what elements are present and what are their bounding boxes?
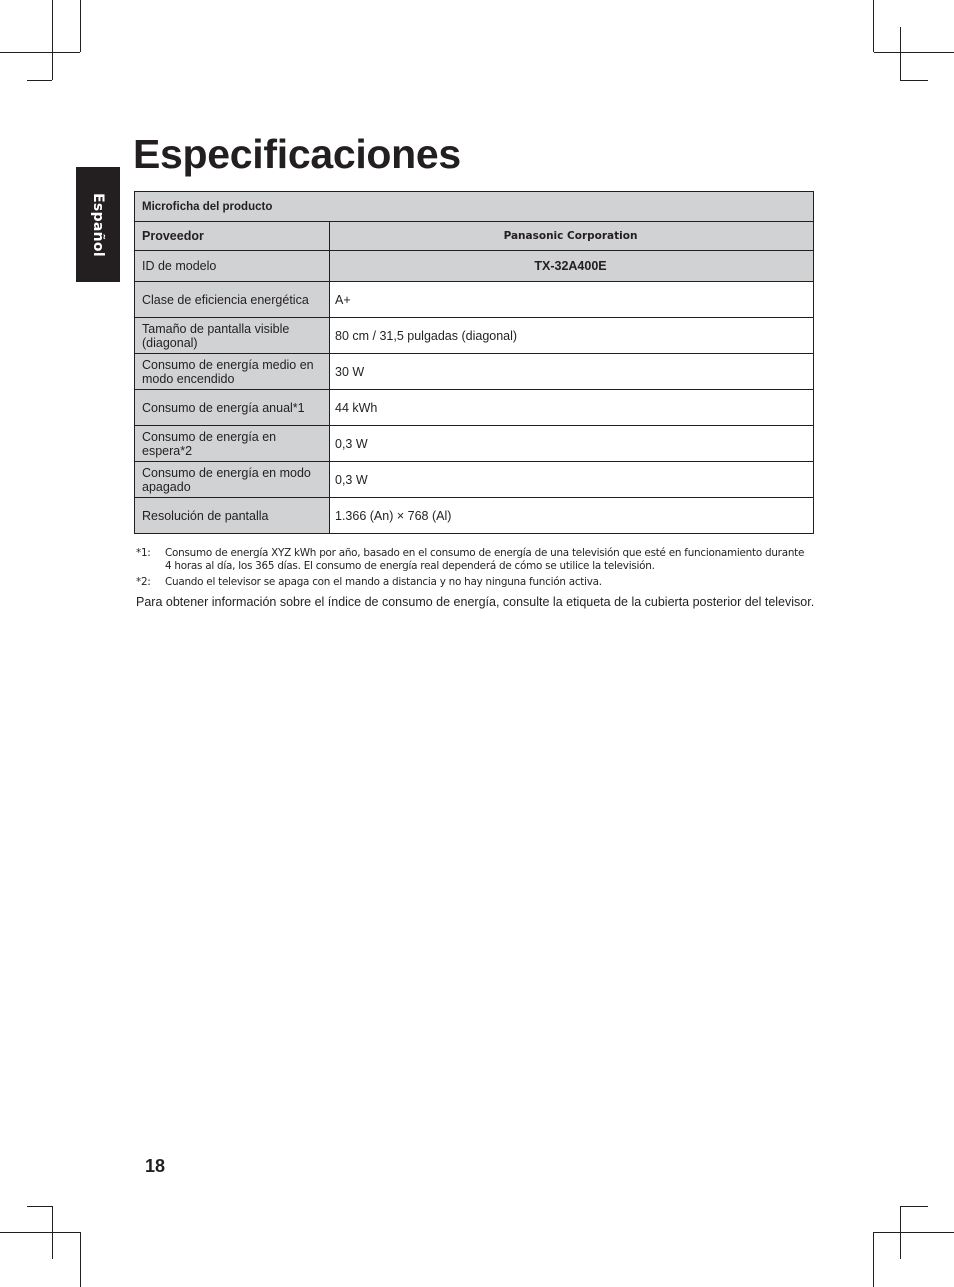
language-tab <box>76 167 120 282</box>
table-row <box>135 354 814 390</box>
row-label: Consumo de energía en espera*2 <box>135 426 330 462</box>
row-label: Tamaño de pantalla visible (diagonal) <box>135 318 330 354</box>
energy-info-text: Para obtener información sobre el índice de consumo de energía, consulte la etiqueta de la cubierta posterior del televisor. <box>136 595 815 609</box>
crop-mark <box>900 27 901 80</box>
spec-table <box>134 191 814 534</box>
footnote-text: Cuando el televisor se apaga con el mando a distancia y no hay ninguna función activa. <box>165 576 602 588</box>
crop-mark <box>27 1206 52 1207</box>
row-value: 80 cm / 31,5 pulgadas (diagonal) <box>330 318 814 354</box>
crop-mark <box>0 1232 80 1233</box>
row-label: Consumo de energía en modo apagado <box>135 462 330 498</box>
crop-mark <box>873 0 874 52</box>
crop-mark <box>80 1232 81 1287</box>
page-number: 18 <box>145 1156 166 1176</box>
supplier-row <box>135 222 814 251</box>
footnote <box>136 547 808 573</box>
table-row <box>135 462 814 498</box>
footnote <box>136 576 808 589</box>
footnotes <box>136 547 808 592</box>
crop-mark <box>80 0 81 52</box>
row-label: Resolución de pantalla <box>135 498 330 534</box>
table-row <box>135 282 814 318</box>
crop-mark <box>874 1232 954 1233</box>
crop-mark <box>874 52 954 53</box>
crop-mark <box>52 1206 53 1259</box>
table-row <box>135 390 814 426</box>
row-value: 0,3 W <box>330 462 814 498</box>
model-row <box>135 251 814 282</box>
table-row <box>135 498 814 534</box>
row-value: A+ <box>330 282 814 318</box>
crop-mark <box>27 80 52 81</box>
crop-mark <box>900 80 928 81</box>
row-label: Consumo de energía medio en modo encendido <box>135 354 330 390</box>
row-value: 30 W <box>330 354 814 390</box>
crop-mark <box>0 52 80 53</box>
table-row <box>135 318 814 354</box>
footnote-marker: *1: <box>136 547 151 559</box>
spec-table-header-row <box>135 192 814 222</box>
row-value: 44 kWh <box>330 390 814 426</box>
spec-table-header: Microficha del producto <box>135 192 814 222</box>
page-title: Especificaciones <box>133 131 461 177</box>
row-label: Clase de eficiencia energética <box>135 282 330 318</box>
table-row <box>135 426 814 462</box>
crop-mark <box>900 1206 901 1259</box>
language-tab-label: Español <box>90 192 106 257</box>
row-label: Consumo de energía anual*1 <box>135 390 330 426</box>
supplier-value: Panasonic Corporation <box>330 222 814 251</box>
row-value: 1.366 (An) × 768 (Al) <box>330 498 814 534</box>
supplier-label: Proveedor <box>135 222 330 251</box>
crop-mark <box>900 1206 928 1207</box>
crop-mark <box>52 0 53 80</box>
footnote-text: Consumo de energía XYZ kWh por año, basado en el consumo de energía de una televisión que esté en funcionamiento durante 4 horas al día, los 365 días. El consumo de energía real dependerá de cómo se utilice la televisión. <box>165 547 805 572</box>
footnote-marker: *2: <box>136 576 151 588</box>
row-value: 0,3 W <box>330 426 814 462</box>
model-value: TX-32A400E <box>330 251 814 282</box>
model-label: ID de modelo <box>135 251 330 282</box>
crop-mark <box>873 1232 874 1287</box>
